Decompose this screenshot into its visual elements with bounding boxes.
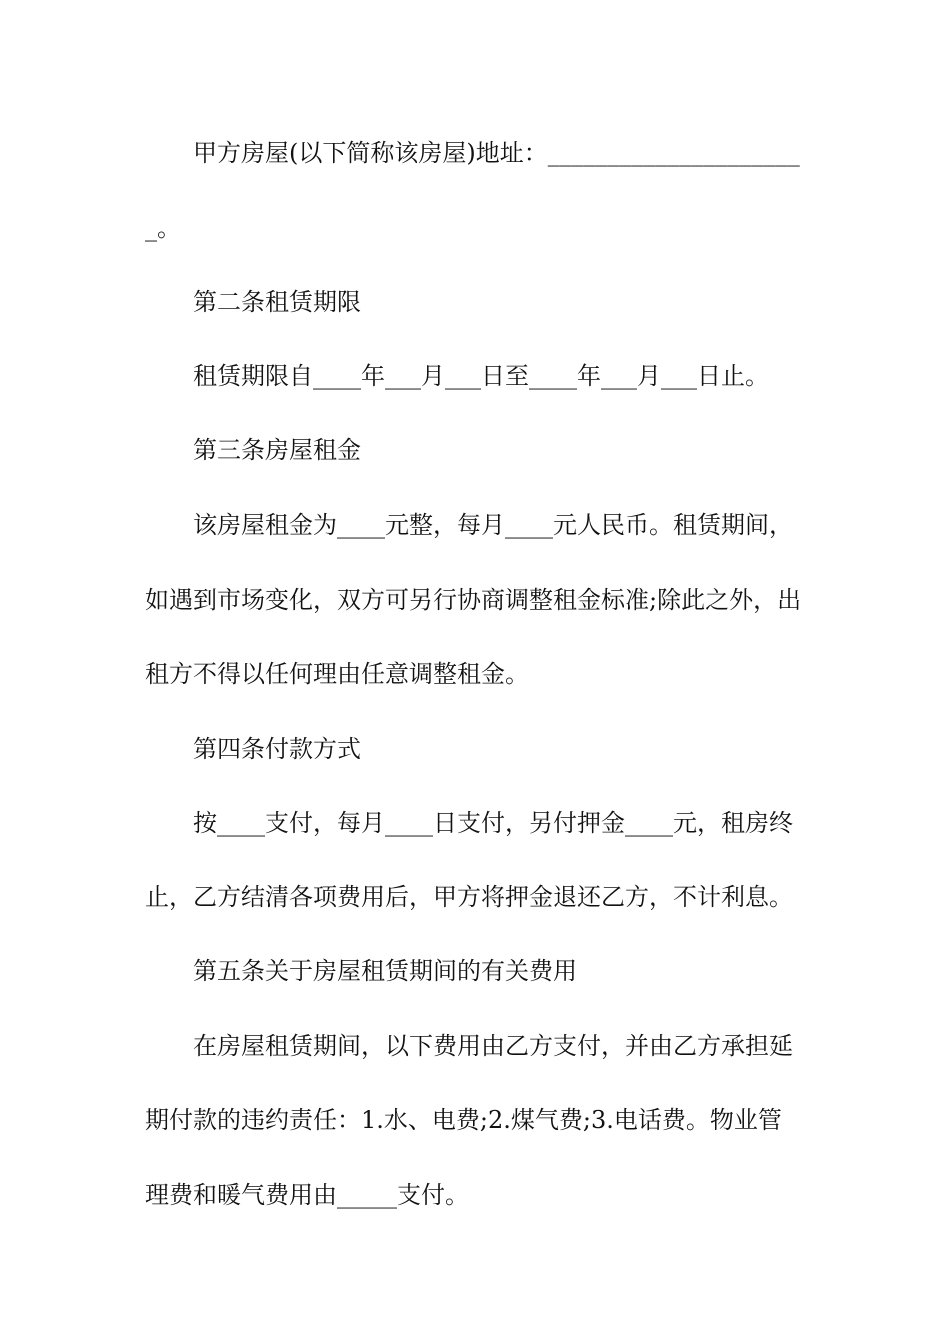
payment-paragraph-line-1: 按____支付，每月____日支付，另付押金____元，租房终	[193, 809, 793, 837]
payment-paragraph-line-2: 止，乙方结清各项费用后，甲方将押金退还乙方，不计利息。	[145, 883, 793, 911]
rent-paragraph-line-1: 该房屋租金为____元整，每月____元人民币。租赁期间，	[193, 511, 793, 539]
address-line-end: _。	[145, 214, 181, 242]
article-2-heading: 第二条租赁期限	[193, 288, 361, 316]
article-5-heading: 第五条关于房屋租赁期间的有关费用	[193, 957, 577, 985]
fees-paragraph-line-1: 在房屋租赁期间，以下费用由乙方支付，并由乙方承担延	[193, 1032, 793, 1060]
lease-term-line: 租赁期限自____年___月___日至____年___月___日止。	[193, 362, 769, 390]
address-line: 甲方房屋(以下简称该房屋)地址：_____________________	[193, 139, 800, 167]
rent-paragraph-line-2: 如遇到市场变化，双方可另行协商调整租金标准;除此之外，出	[145, 586, 802, 614]
article-3-heading: 第三条房屋租金	[193, 436, 361, 464]
article-4-heading: 第四条付款方式	[193, 735, 361, 763]
fees-paragraph-line-2: 期付款的违约责任：1.水、电费;2.煤气费;3.电话费。物业管	[145, 1106, 782, 1134]
fees-paragraph-line-3: 理费和暖气费用由_____支付。	[145, 1181, 469, 1209]
rent-paragraph-line-3: 租方不得以任何理由任意调整租金。	[145, 660, 529, 688]
